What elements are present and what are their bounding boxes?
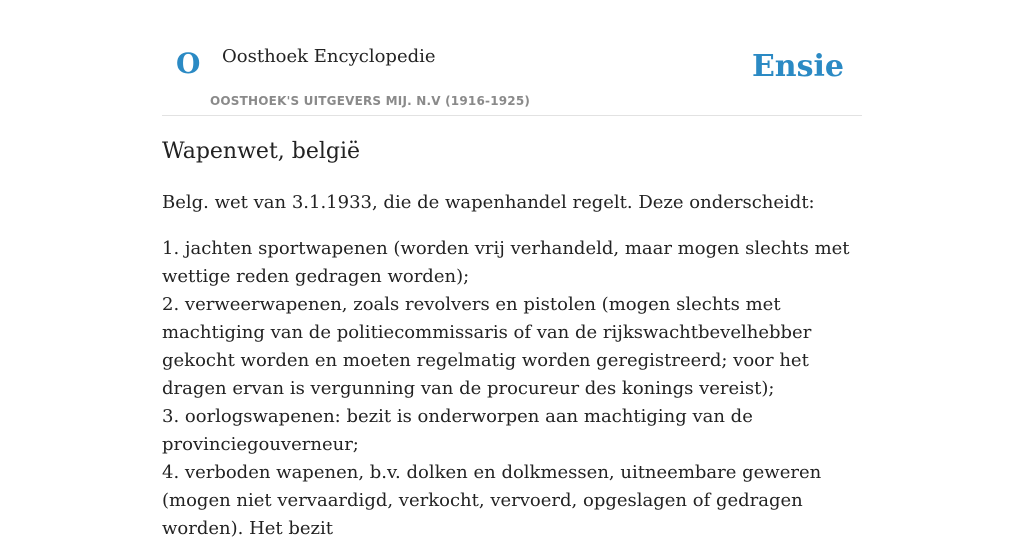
list-item: 1. jachten sportwapenen (worden vrij verhandeld, maar mogen slechts met wettige reden gedragen worden); xyxy=(162,237,850,287)
source-subtitle: OOSTHOEK'S UITGEVERS MIJ. N.V (1916-1925) xyxy=(210,94,531,108)
article-title: Wapenwet, belgië xyxy=(162,139,361,164)
article-intro: Belg. wet van 3.1.1933, die de wapenhandel regelt. Deze onderscheidt: xyxy=(162,191,815,213)
article-list xyxy=(162,235,862,543)
source-header xyxy=(162,0,862,116)
list-item: 2. verweerwapenen, zoals revolvers en pistolen (mogen slechts met machtiging van de politiecommissaris of van de rijkswachtbevelhebber gekocht worden en moeten regelmatig worden geregistreerd; voor het dragen ervan is vergunning van de procureur des konings vereist); xyxy=(162,293,812,399)
list-item: 3. oorlogswapenen: bezit is onderworpen aan machtiging van de provinciegouverneur; xyxy=(162,405,753,455)
source-logo[interactable]: O xyxy=(176,47,201,80)
ensie-brand-logo[interactable]: Ensie xyxy=(751,49,844,84)
article xyxy=(162,138,862,543)
list-item: 4. verboden wapenen, b.v. dolken en dolkmessen, uitneembare geweren (mogen niet vervaardigd, verkocht, vervoerd, opgeslagen of gedragen worden). Het bezit xyxy=(162,461,822,539)
source-title[interactable]: Oosthoek Encyclopedie xyxy=(222,46,436,67)
